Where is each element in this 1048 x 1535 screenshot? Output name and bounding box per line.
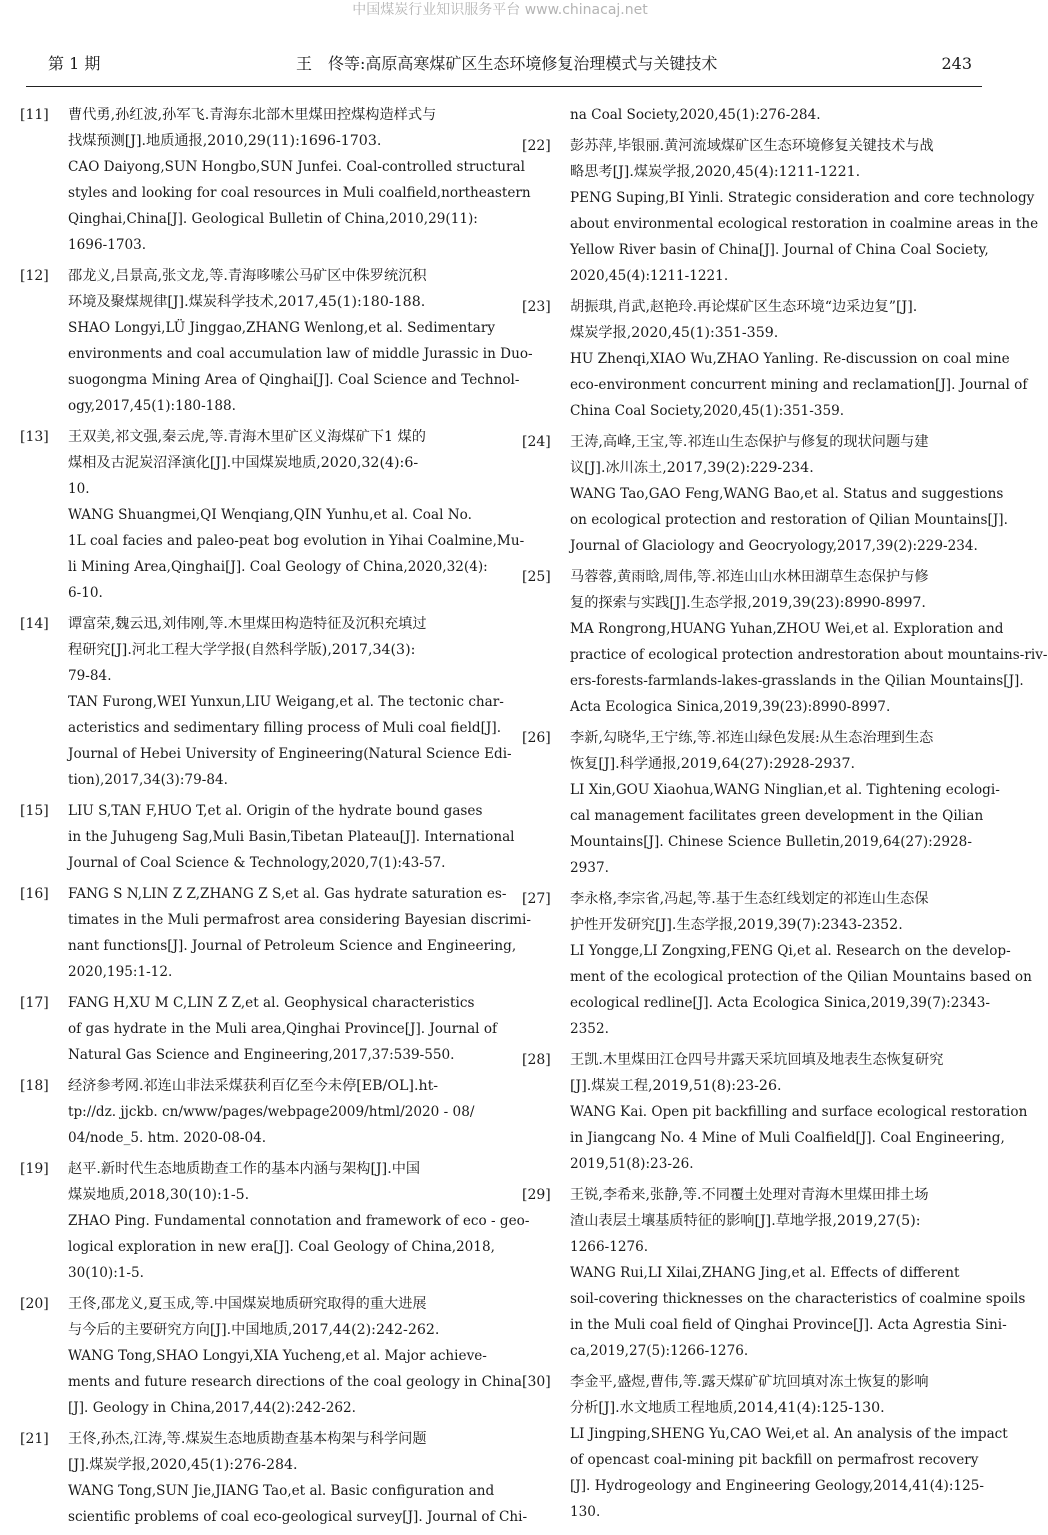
reference-number: [17] <box>20 995 49 1011</box>
reference-line: of opencast coal-mining pit backfill on permafrost recovery <box>570 1452 979 1468</box>
reference-line: ca,2019,27(5):1266-1276. <box>570 1343 749 1359</box>
reference-line: 1266-1276. <box>570 1239 649 1255</box>
reference-entry <box>522 429 1008 559</box>
reference-line: 李永格,李宗省,冯起,等.基于生态红线划定的祁连山生态保 <box>570 891 929 907</box>
reference-number: [18] <box>20 1078 49 1094</box>
reference-line: 2937. <box>570 860 609 876</box>
reference-number: [24] <box>522 434 551 450</box>
reference-line: 王涛,高峰,王宝,等.祁连山生态保护与修复的现状问题与建 <box>570 434 929 450</box>
reference-line: SHAO Longyi,LÜ Jinggao,ZHANG Wenlong,et al. Sedimentary <box>68 320 496 336</box>
reference-line: ogy,2017,45(1):180-188. <box>68 398 236 414</box>
reference-line: WANG Tao,GAO Feng,WANG Bao,et al. Status and suggestions <box>570 486 1004 502</box>
reference-line: 复的探索与实践[J].生态学报,2019,39(23):8990-8997. <box>570 595 926 611</box>
reference-line: CAO Daiyong,SUN Hongbo,SUN Junfei. Coal-controlled structural <box>68 159 525 175</box>
reference-line: 79-84. <box>68 668 112 684</box>
reference-line: Yellow River basin of China[J]. Journal of China Coal Society, <box>570 242 989 258</box>
reference-entry <box>522 1182 1026 1364</box>
reference-entry <box>20 611 512 793</box>
reference-number: [12] <box>20 268 49 284</box>
reference-line: Qinghai,China[J]. Geological Bulletin of China,2010,29(11): <box>68 211 478 227</box>
reference-line: 30(10):1-5. <box>68 1265 144 1281</box>
reference-number: [11] <box>20 107 49 123</box>
reference-line: China Coal Society,2020,45(1):351-359. <box>570 403 845 419</box>
reference-number: [22] <box>522 138 551 154</box>
reference-line: 煤炭学报,2020,45(1):351-359. <box>570 325 779 341</box>
reference-line: 王佟,邵龙义,夏玉成,等.中国煤炭地质研究取得的重大进展 <box>68 1296 427 1312</box>
reference-line: 2020,195:1-12. <box>68 964 173 980</box>
reference-line: LI Yongge,LI Zongxing,FENG Qi,et al. Research on the develop- <box>570 943 1011 959</box>
reference-line: [J]. Geology in China,2017,44(2):242-262. <box>68 1400 356 1416</box>
reference-line: Journal of Glaciology and Geocryology,2017,39(2):229-234. <box>570 538 978 554</box>
reference-line: 李金平,盛煜,曹伟,等.露天煤矿矿坑回填对冻土恢复的影响 <box>570 1374 929 1390</box>
reference-entry <box>20 424 525 606</box>
reference-line: 渣山表层土壤基质特征的影响[J].草地学报,2019,27(5): <box>570 1213 921 1229</box>
reference-line: 分析[J].水文地质工程地质,2014,41(4):125-130. <box>570 1400 885 1416</box>
reference-number: [13] <box>20 429 49 445</box>
reference-entry <box>20 798 515 876</box>
reference-line: nant functions[J]. Journal of Petroleum Science and Engineering, <box>68 938 517 954</box>
reference-entry <box>20 1426 528 1530</box>
reference-line: FANG H,XU M C,LIN Z Z,et al. Geophysical characteristics <box>68 995 475 1011</box>
reference-line: practice of ecological protection andrestoration about mountains-riv- <box>570 647 1048 663</box>
reference-line: 护性开发研究[J].生态学报,2019,39(7):2343-2352. <box>570 917 903 933</box>
reference-number: [14] <box>20 616 49 632</box>
reference-line: 煤相及古泥炭沼泽演化[J].中国煤炭地质,2020,32(4):6- <box>68 455 419 471</box>
reference-number: [29] <box>522 1187 551 1203</box>
reference-line: Acta Ecologica Sinica,2019,39(23):8990-8997. <box>570 699 891 715</box>
reference-number: [30] <box>522 1374 551 1390</box>
reference-number: [19] <box>20 1161 49 1177</box>
reference-line: 煤炭地质,2018,30(10):1-5. <box>68 1187 250 1203</box>
page-number: 243 <box>941 54 972 73</box>
reference-line: 1L coal facies and paleo-peat bog evolution in Yihai Coalmine,Mu- <box>68 533 525 549</box>
reference-line: in the Juhugeng Sag,Muli Basin,Tibetan Plateau[J]. International <box>68 829 515 845</box>
reference-entry <box>522 886 1032 1042</box>
reference-line: tion),2017,34(3):79-84. <box>68 772 228 788</box>
reference-line: 2352. <box>570 1021 609 1037</box>
reference-line: Natural Gas Science and Engineering,2017,37:539-550. <box>68 1047 455 1063</box>
reference-line: about environmental ecological restoration in coalmine areas in the <box>570 216 1039 232</box>
reference-line: 王双美,祁文强,秦云虎,等.青海木里矿区义海煤矿下1 煤的 <box>68 429 426 445</box>
reference-line: LIU S,TAN F,HUO T,et al. Origin of the hydrate bound gases <box>68 803 483 819</box>
reference-entry <box>522 294 1028 424</box>
reference-number: [21] <box>20 1431 49 1447</box>
reference-line: 曹代勇,孙红波,孙军飞.青海东北部木里煤田控煤构造样式与 <box>68 107 437 123</box>
reference-line: 环境及聚煤规律[J].煤炭科学技术,2017,45(1):180-188. <box>68 294 426 310</box>
reference-number: [20] <box>20 1296 49 1312</box>
reference-line: 议[J].冰川冻土,2017,39(2):229-234. <box>570 460 814 476</box>
reference-entry <box>20 990 498 1068</box>
reference-line: [J].煤炭工程,2019,51(8):23-26. <box>570 1078 782 1094</box>
reference-line: ZHAO Ping. Fundamental connotation and framework of eco - geo- <box>68 1213 530 1229</box>
reference-line: soil-covering thicknesses on the characteristics of coalmine spoils <box>570 1291 1026 1307</box>
reference-line: na Coal Society,2020,45(1):276-284. <box>570 107 821 123</box>
reference-line: ecological redline[J]. Acta Ecologica Sinica,2019,39(7):2343- <box>570 995 990 1011</box>
reference-line: eco-environment concurrent mining and reclamation[J]. Journal of <box>570 377 1028 393</box>
reference-line: suogongma Mining Area of Qinghai[J]. Coal Science and Technol- <box>68 372 520 388</box>
reference-line: cal management facilitates green development in the Qilian <box>570 808 984 824</box>
left-column <box>20 102 533 1535</box>
reference-entry <box>20 263 533 419</box>
reference-line: LI Jingping,SHENG Yu,CAO Wei,et al. An analysis of the impact <box>570 1426 1008 1442</box>
reference-line: 1696-1703. <box>68 237 147 253</box>
reference-line: 经济参考网.祁连山非法采煤获利百亿至今未停[EB/OL].ht- <box>68 1078 439 1094</box>
reference-line: 王凯.木里煤田江仓四号井露天采坑回填及地表生态恢复研究 <box>570 1052 944 1068</box>
reference-line: styles and looking for coal resources in Muli coalfield,northeastern <box>68 185 531 201</box>
reference-number: [15] <box>20 803 49 819</box>
reference-line: Journal of Coal Science & Technology,2020,7(1):43-57. <box>68 855 446 871</box>
reference-number: [25] <box>522 569 551 585</box>
reference-entry <box>20 102 531 258</box>
reference-line: li Mining Area,Qinghai[J]. Coal Geology of China,2020,32(4): <box>68 559 488 575</box>
reference-number: [28] <box>522 1052 551 1068</box>
reference-line: 04/node_5. htm. 2020-08-04. <box>68 1130 267 1146</box>
reference-line: Journal of Hebei University of Engineering(Natural Science Edi- <box>68 746 512 762</box>
reference-line: 王佟,孙杰,江涛,等.煤炭生态地质勘查基本构架与科学问题 <box>68 1431 427 1447</box>
reference-line: 略思考[J].煤炭学报,2020,45(4):1211-1221. <box>570 164 861 180</box>
reference-line: 10. <box>68 481 90 497</box>
reference-line: logical exploration in new era[J]. Coal Geology of China,2018, <box>68 1239 495 1255</box>
reference-line: WANG Kai. Open pit backfilling and surface ecological restoration <box>570 1104 1028 1120</box>
reference-entry <box>522 1369 1008 1525</box>
reference-entry <box>20 881 531 985</box>
reference-line: 彭苏萍,毕银丽.黄河流域煤矿区生态环境修复关键技术与战 <box>570 138 934 154</box>
reference-number: [27] <box>522 891 551 907</box>
reference-entry <box>522 1047 1028 1177</box>
reference-line: in the Muli coal field of Qinghai Province[J]. Acta Agrestia Sini- <box>570 1317 1007 1333</box>
reference-line: 李新,勾晓华,王宁练,等.祁连山绿色发展:从生态治理到生态 <box>570 730 934 746</box>
reference-number: [23] <box>522 299 551 315</box>
reference-line: 找煤预测[J].地质通报,2010,29(11):1696-1703. <box>68 133 382 149</box>
reference-line: 程研究[J].河北工程大学学报(自然科学版),2017,34(3): <box>68 642 416 658</box>
reference-line: 王锐,李希来,张静,等.不同覆土处理对青海木里煤田排土场 <box>570 1187 929 1203</box>
reference-line: 2020,45(4):1211-1221. <box>570 268 729 284</box>
running-header <box>26 52 982 82</box>
reference-line: LI Xin,GOU Xiaohua,WANG Ninglian,et al. Tightening ecologi- <box>570 782 1000 798</box>
reference-number: [16] <box>20 886 49 902</box>
reference-line: 2019,51(8):23-26. <box>570 1156 694 1172</box>
reference-line: 6-10. <box>68 585 103 601</box>
reference-entry <box>20 1156 530 1286</box>
reference-line: 与今后的主要研究方向[J].中国地质,2017,44(2):242-262. <box>68 1322 440 1338</box>
reference-line: acteristics and sedimentary filling process of Muli coal field[J]. <box>68 720 502 736</box>
reference-line: timates in the Muli permafrost area considering Bayesian discrimi- <box>68 912 531 928</box>
reference-line: WANG Rui,LI Xilai,ZHANG Jing,et al. Effects of different <box>570 1265 960 1281</box>
reference-line: Mountains[J]. Chinese Science Bulletin,2019,64(27):2928- <box>570 834 972 850</box>
reference-line: MA Rongrong,HUANG Yuhan,ZHOU Wei,et al. Exploration and <box>570 621 1004 637</box>
reference-line: WANG Tong,SUN Jie,JIANG Tao,et al. Basic configuration and <box>68 1483 495 1499</box>
reference-line: ments and future research directions of the coal geology in China <box>68 1374 522 1390</box>
reference-line: ers-forests-farmlands-lakes-grasslands in the Qilian Mountains[J]. <box>570 673 1024 689</box>
reference-line: 130. <box>570 1504 601 1520</box>
reference-entry <box>20 1291 522 1421</box>
reference-line: environments and coal accumulation law of middle Jurassic in Duo- <box>68 346 533 362</box>
reference-line: 邵龙义,吕景高,张文龙,等.青海哆嗦公马矿区中侏罗统沉积 <box>68 268 427 284</box>
reference-entry <box>522 564 1048 720</box>
reference-entry <box>522 133 1039 289</box>
reference-line: on ecological protection and restoration of Qilian Mountains[J]. <box>570 512 1008 528</box>
reference-entry <box>522 725 1000 881</box>
reference-line: FANG S N,LIN Z Z,ZHANG Z S,et al. Gas hydrate saturation es- <box>68 886 507 902</box>
reference-line: in Jiangcang No. 4 Mine of Muli Coalfield[J]. Coal Engineering, <box>570 1130 1005 1146</box>
reference-line: WANG Tong,SHAO Longyi,XIA Yucheng,et al. Major achieve- <box>68 1348 487 1364</box>
right-column <box>522 102 1048 1530</box>
reference-line: WANG Shuangmei,QI Wenqiang,QIN Yunhu,et al. Coal No. <box>68 507 472 523</box>
reference-line: 马蓉蓉,黄雨晗,周伟,等.祁连山山水林田湖草生态保护与修 <box>570 569 929 585</box>
reference-entry <box>522 102 984 128</box>
reference-line: of gas hydrate in the Muli area,Qinghai Province[J]. Journal of <box>68 1021 498 1037</box>
watermark: 中国煤炭行业知识服务平台 www.chinacaj.net <box>352 2 648 18</box>
reference-line: PENG Suping,BI Yinli. Strategic consideration and core technology <box>570 190 1035 206</box>
reference-line: 恢复[J].科学通报,2019,64(27):2928-2937. <box>570 756 855 772</box>
reference-line: ment of the ecological protection of the Qilian Mountains based on <box>570 969 1032 985</box>
reference-line: 谭富荣,魏云迅,刘伟刚,等.木里煤田构造特征及沉积充填过 <box>68 616 427 632</box>
running-title: 王 佟等:高原高寒煤矿区生态环境修复治理模式与关键技术 <box>296 54 718 73</box>
reference-line: [J].煤炭学报,2020,45(1):276-284. <box>68 1457 298 1473</box>
reference-line: 赵平.新时代生态地质勘查工作的基本内涵与架构[J].中国 <box>68 1161 421 1177</box>
reference-line: HU Zhenqi,XIAO Wu,ZHAO Yanling. Re-discussion on coal mine <box>570 351 1010 367</box>
header-rule <box>26 86 982 87</box>
reference-line: scientific problems of coal eco-geological survey[J]. Journal of Chi- <box>68 1509 528 1525</box>
reference-line: 胡振琪,肖武,赵艳玲.再论煤矿区生态环境“边采边复”[J]. <box>570 299 918 315</box>
reference-entry <box>20 1073 482 1151</box>
reference-number: [26] <box>522 730 551 746</box>
reference-line: TAN Furong,WEI Yunxun,LIU Weigang,et al. The tectonic char- <box>68 694 504 710</box>
reference-line: [J]. Hydrogeology and Engineering Geology,2014,41(4):125- <box>570 1478 984 1494</box>
reference-line: tp://dz. jjckb. cn/www/pages/webpage2009/html/2020 - 08/ <box>68 1104 475 1120</box>
issue-label: 第 1 期 <box>48 54 101 73</box>
